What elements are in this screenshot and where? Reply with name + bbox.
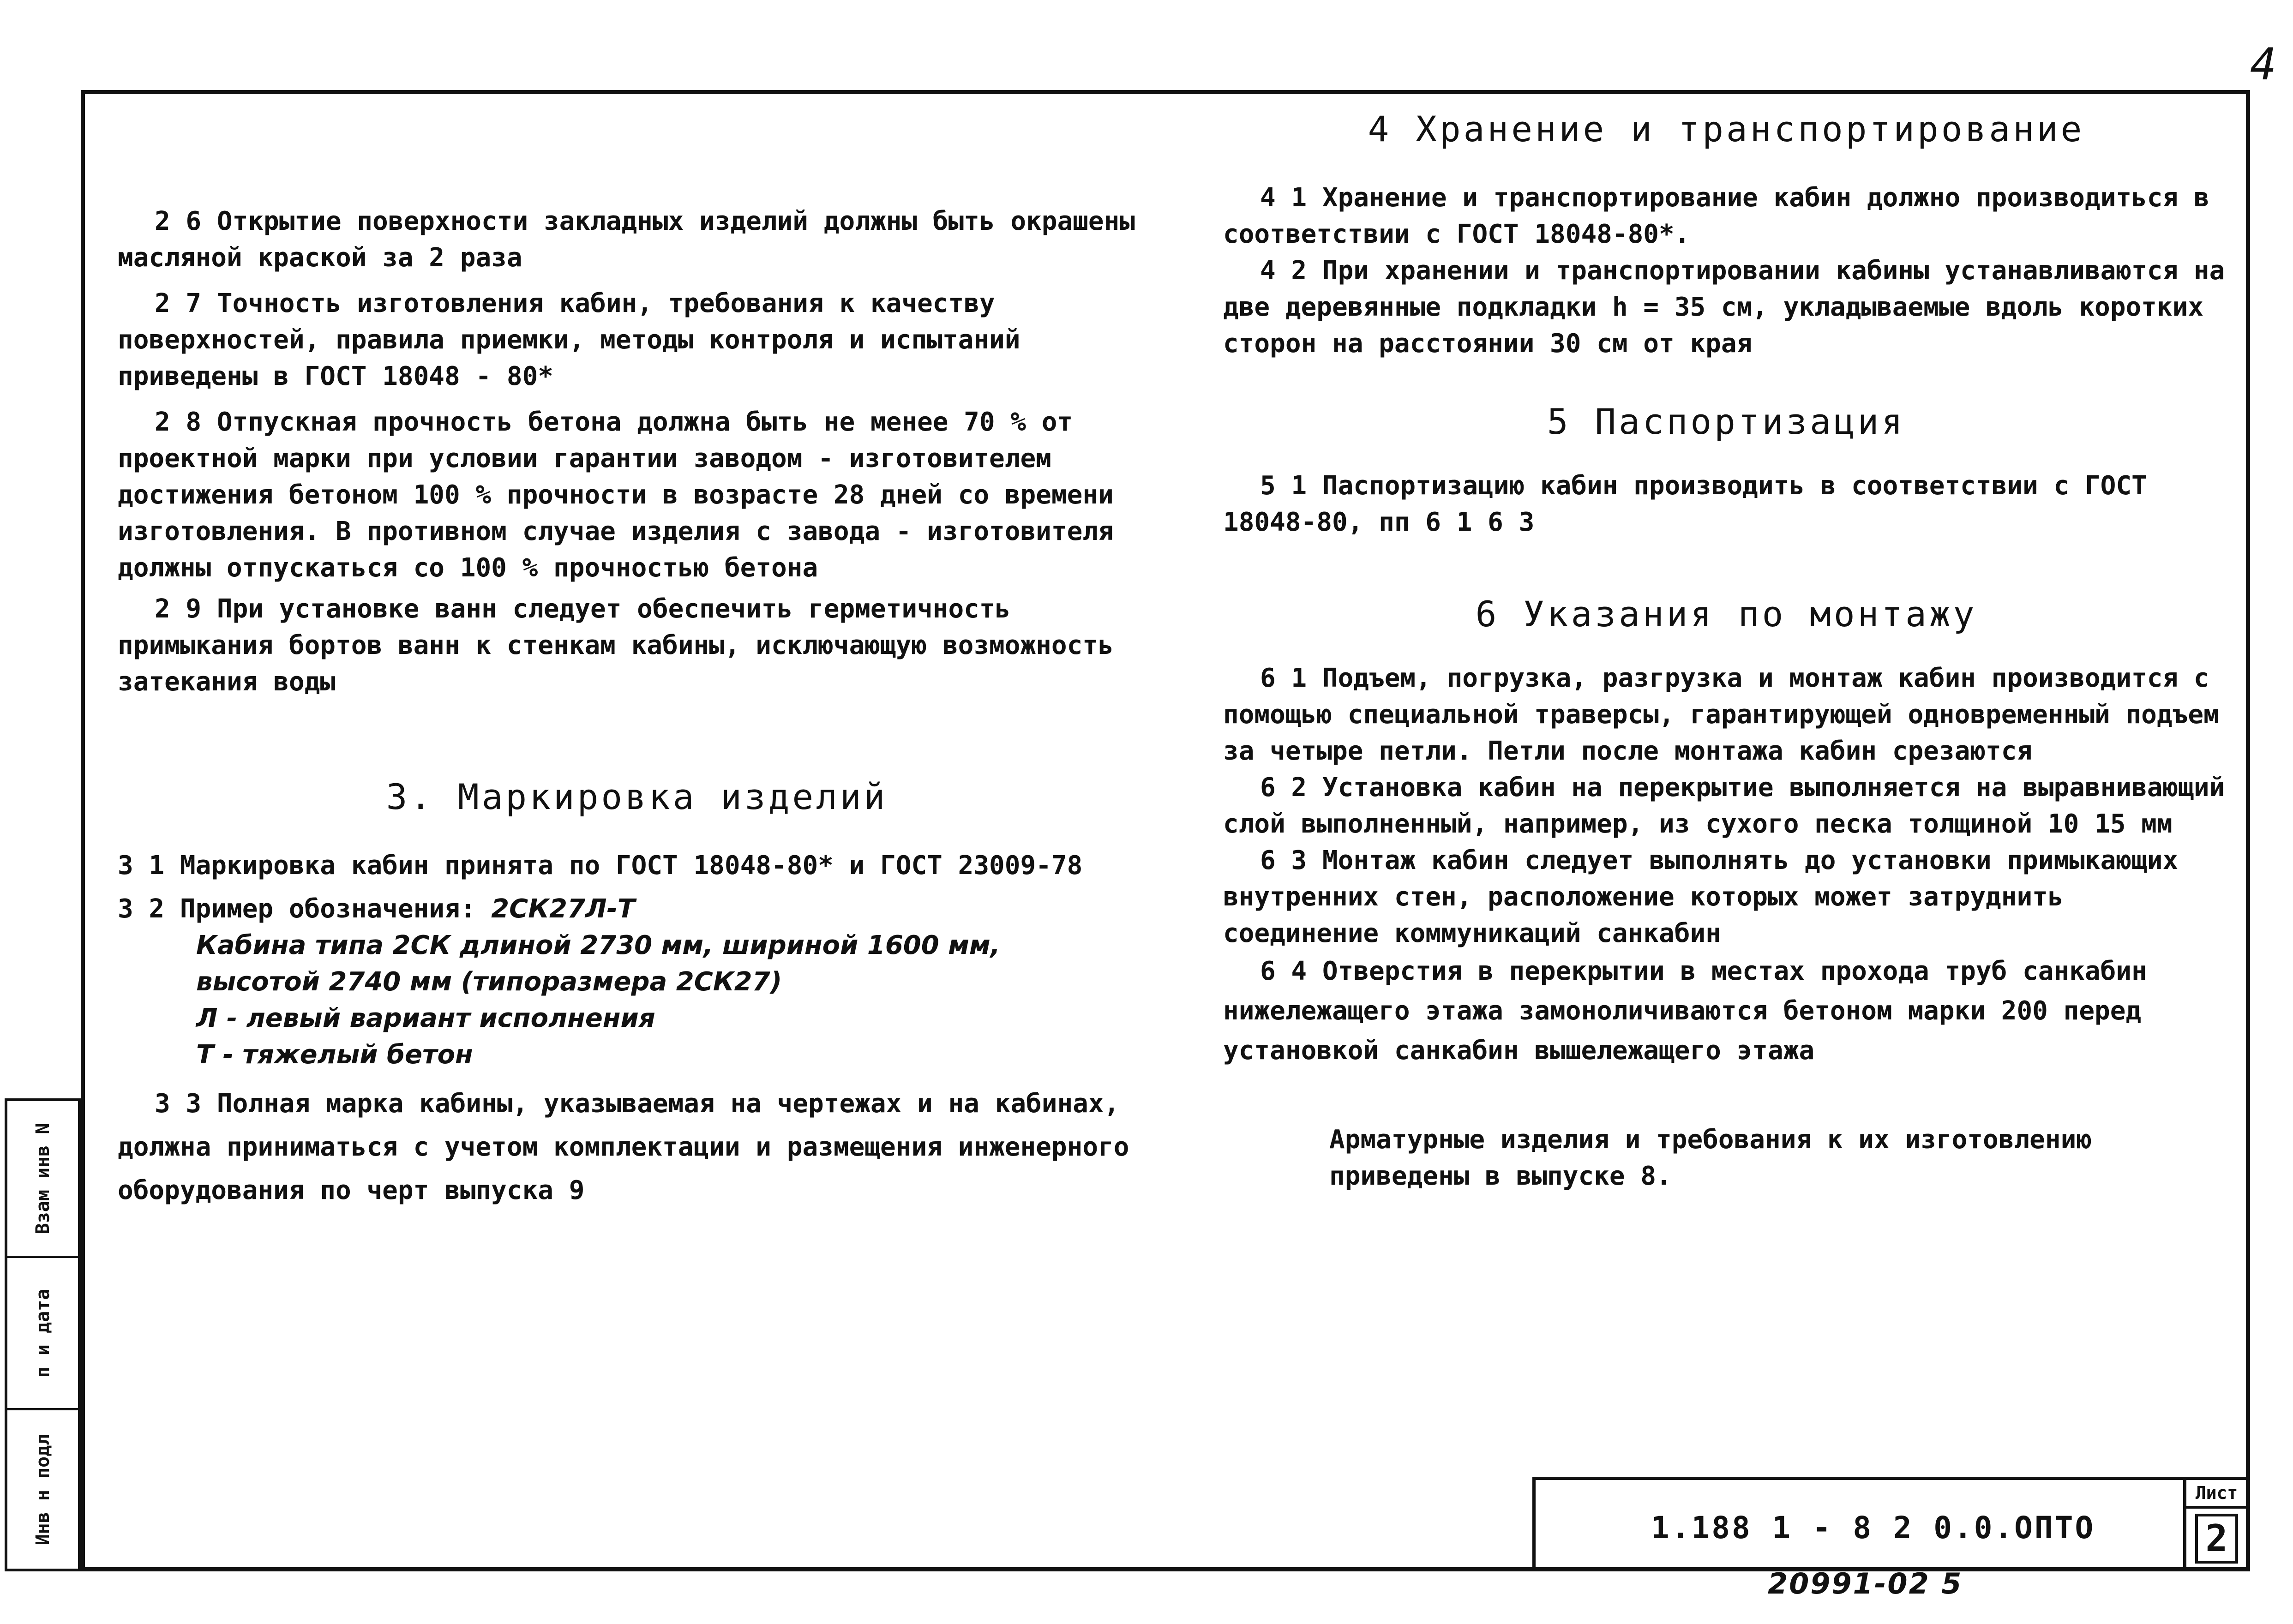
paragraph-4-2: 4 2 При хранении и транспортировании кабины устанавливаются на две деревянные подкладки h = 35 см, укладываемые вдоль коротких сторон на расстоянии 30 см от края [1223, 256, 2225, 359]
paragraph-2-6: 2 6 Открытие поверхности закладных изделий должны быть окрашены масляной краской за 2 раза [118, 206, 1135, 273]
sheet-label: Лист [2186, 1480, 2247, 1509]
paragraph-6-2: 6 2 Установка кабин на перекрытие выполняется на выравнивающий слой выполненный, например, из сухого песка толщиной 10 15 мм [1223, 773, 2225, 839]
stamp-cell-inventory: Взам инв N [7, 1101, 78, 1258]
paragraph-6-1: 6 1 Подъем, погрузка, разгрузка и монтаж кабин производится с помощью специальной траверсы, гарантирующей одновременный подъем за четыре петли. Петли после монтажа кабин срезаются [1223, 663, 2219, 766]
section-4-title: 4 Хранение и транспортирование [1368, 108, 2085, 150]
section-3-title: 3. Маркировка изделий [386, 776, 888, 817]
paragraph-2-8: 2 8 Отпускная прочность бетона должна быть не менее 70 % от проектной марки при условии гарантии заводом - изготовителем достижения бетоном 100 % прочности в возрасте 28 дней со времени изготовления. В противном случае изделия с завода - изготовителя должны отпускаться со 100 % прочностью бетона [118, 407, 1114, 583]
section-5-title: 5 Паспортизация [1547, 401, 1906, 442]
example-line-height: высотой 2740 мм (типоразмера 2СК27) [196, 967, 782, 997]
paragraph-3-2-intro: 3 2 Пример обозначения: [118, 894, 476, 924]
side-stamp-strip [5, 1098, 81, 1571]
corner-page-number: 4 [2250, 39, 2277, 90]
paragraph-2-9: 2 9 При установке ванн следует обеспечить герметичность примыкания бортов ванн к стенкам кабины, исключающую возможность затекания воды [118, 594, 1114, 697]
example-code: 2СК27Л-Т [491, 894, 635, 924]
left-column [118, 203, 1156, 1212]
example-line-left: Л - левый вариант исполнения [196, 1003, 655, 1033]
paragraph-3-1: 3 1 Маркировка кабин принята по ГОСТ 18048-80* и ГОСТ 23009-78 [118, 851, 1083, 881]
paragraph-3-3: 3 3 Полная марка кабины, указываемая на чертежах и на кабинах, должна приниматься с учетом комплектации и размещения инженерного оборудования по черт выпуска 9 [118, 1089, 1129, 1205]
stamp-cell-original: Инв н подл [32, 1434, 54, 1545]
sheet-box [2183, 1480, 2247, 1568]
paragraph-3-2 [118, 891, 1156, 927]
paragraph-5-1: 5 1 Паспортизацию кабин производить в соответствии с ГОСТ 18048-80, пп 6 1 6 3 [1223, 471, 2147, 537]
paragraph-4-1: 4 1 Хранение и транспортирование кабин должно производиться в соответствии с ГОСТ 18048-80*. [1223, 183, 2209, 249]
right-column [1223, 108, 2229, 1194]
example-line-dimensions: Кабина типа 2СК длиной 2730 мм, шириной 1600 мм, [196, 930, 1001, 960]
archive-number: 20991-02 5 [1768, 1567, 1963, 1600]
title-block [1532, 1477, 2247, 1568]
stamp-cell-signature: п и дата [7, 1258, 78, 1410]
drawing-code: 1.188 1 - 8 2 0.0.ОПТО [1651, 1510, 2095, 1546]
section-6-title: 6 Указания по монтажу [1475, 593, 1977, 635]
sheet-number-value: 2 [2195, 1514, 2238, 1564]
note-reinforcement: Арматурные изделия и требования к их изготовлению приведены в выпуске 8. [1329, 1125, 2092, 1191]
paragraph-6-3: 6 3 Монтаж кабин следует выполнять до установки примыкающих внутренних стен, расположение которых может затруднить соединение коммуникаций санкабин [1223, 845, 2179, 948]
paragraph-2-7: 2 7 Точность изготовления кабин, требования к качеству поверхностей, правила приемки, методы контроля и испытаний приведены в ГОСТ 18048 - 80* [118, 288, 1020, 391]
example-line-heavy: Т - тяжелый бетон [196, 1040, 473, 1070]
sheet-number [2186, 1509, 2247, 1568]
paragraph-6-4: 6 4 Отверстия в перекрытии в местах прохода труб санкабин нижележащего этажа замоноличиваются бетоном марки 200 перед установкой санкабин вышележащего этажа [1223, 956, 2147, 1066]
